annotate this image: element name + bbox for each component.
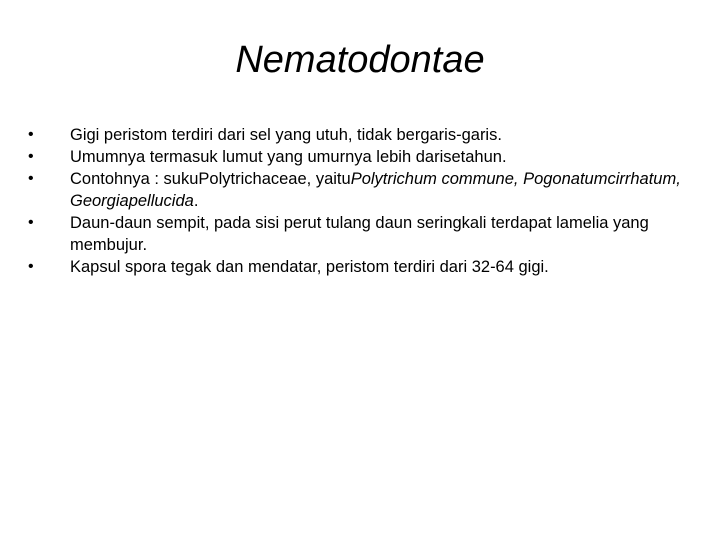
bullet-list [28, 124, 688, 278]
bullet-text-segment: Polytrichaceae [198, 170, 307, 188]
bullet-icon: • [28, 214, 34, 231]
bullet-icon: • [28, 170, 34, 187]
species-names: Polytrichum commune, Pogonatumcirrhatum, Georgiapellucida [70, 170, 681, 210]
bullet-item [28, 256, 688, 278]
bullet-icon: • [28, 148, 34, 165]
bullet-item [28, 168, 688, 212]
bullet-item [28, 146, 688, 168]
slide-title: Nematodontae [235, 39, 485, 81]
bullet-text: Gigi peristom terdiri dari sel yang utuh, tidak bergaris-garis. [70, 126, 502, 144]
bullet-icon: • [28, 258, 34, 275]
bullet-text: Umumnya termasuk lumut yang umurnya lebih darisetahun. [70, 148, 507, 166]
bullet-text-segment: . [193, 192, 199, 210]
bullet-text: Kapsul spora tegak dan mendatar, peristom terdiri dari 32-64 gigi. [70, 258, 549, 276]
bullet-item [28, 212, 688, 256]
bullet-item [28, 124, 688, 146]
bullet-text-segment: Contohnya : suku [70, 170, 199, 188]
bullet-text-segment: , yaitu [306, 170, 351, 188]
bullet-icon: • [28, 126, 34, 143]
bullet-text: Daun-daun sempit, pada sisi perut tulang daun seringkali terdapat lamelia yang membujur. [70, 214, 649, 254]
